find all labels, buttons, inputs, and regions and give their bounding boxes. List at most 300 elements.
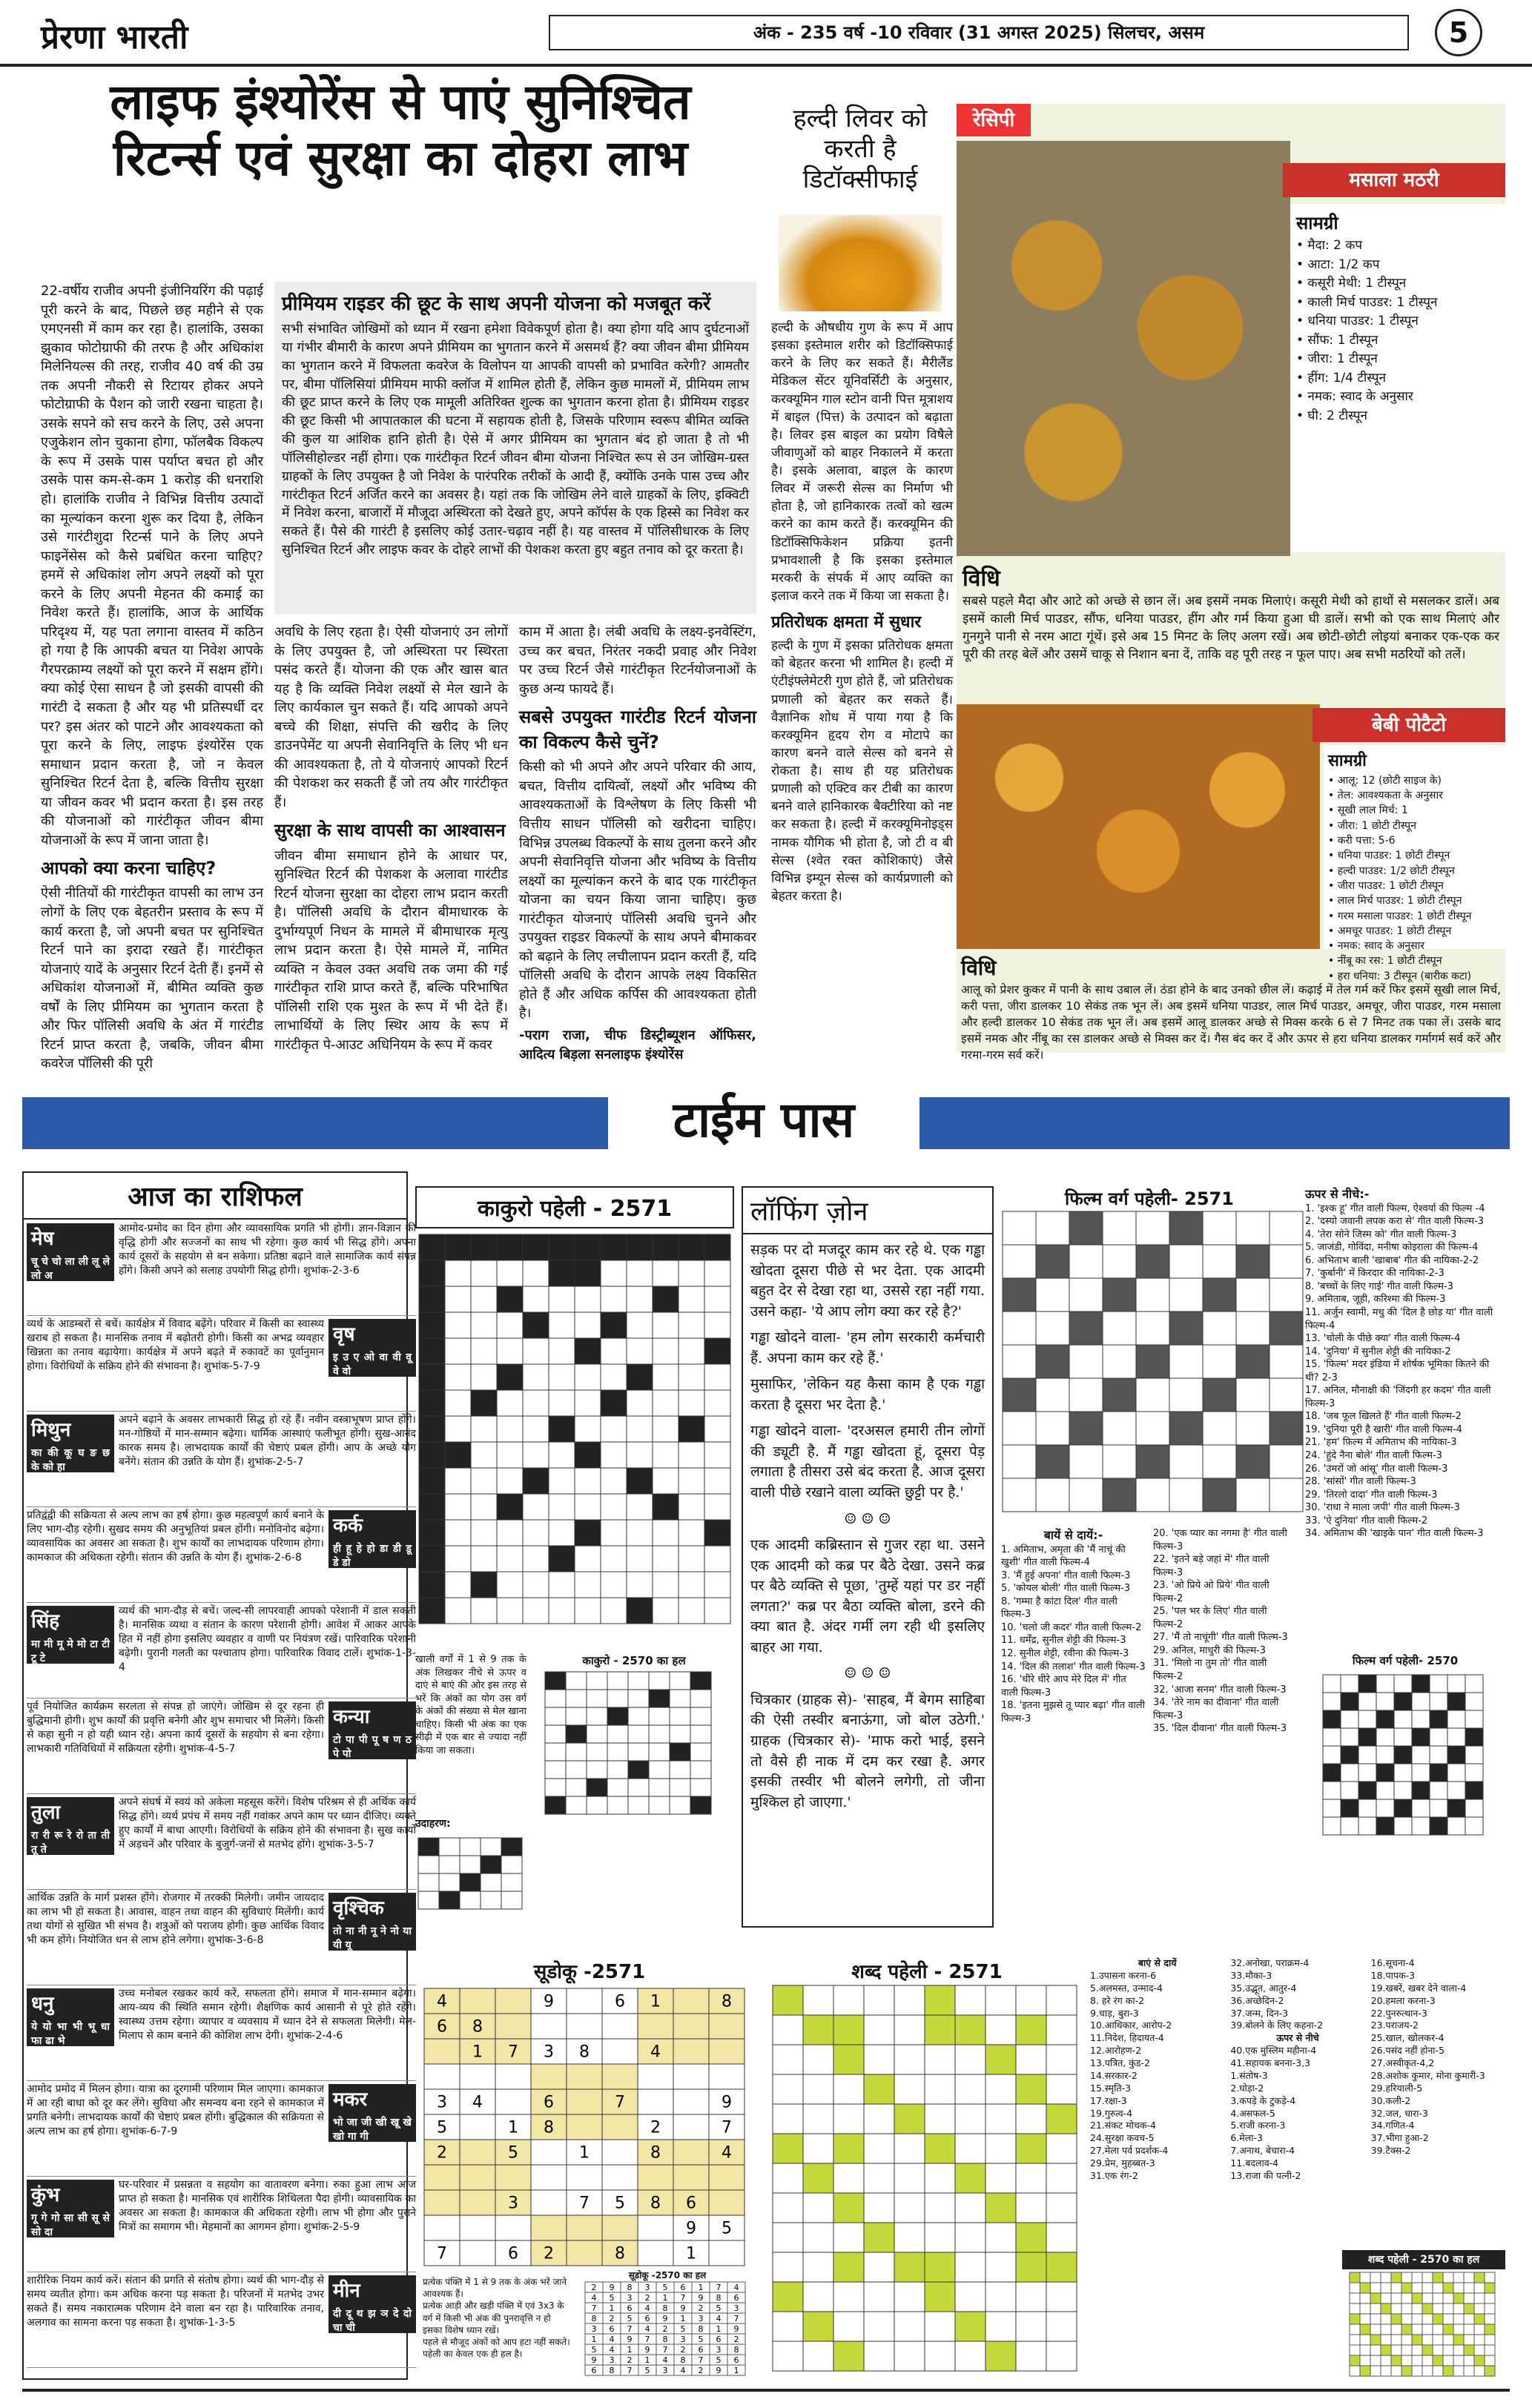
kakuro-cell[interactable]	[497, 1338, 523, 1364]
shabd-cell[interactable]	[833, 2104, 864, 2134]
kakuro-cell[interactable]	[627, 1520, 653, 1546]
kakuro-cell[interactable]	[549, 1468, 575, 1494]
shabd-cell[interactable]	[985, 2223, 1016, 2252]
kakuro-cell[interactable]	[601, 1598, 627, 1624]
shabd-cell[interactable]	[864, 2312, 894, 2341]
film-cell[interactable]	[1136, 1278, 1169, 1312]
film-cell[interactable]	[1036, 1312, 1069, 1345]
kakuro-cell[interactable]	[549, 1520, 575, 1546]
shabd-cell[interactable]	[894, 2312, 925, 2341]
kakuro-cell[interactable]	[497, 1572, 523, 1598]
kakuro-cell[interactable]	[575, 1546, 601, 1572]
shabd-cell[interactable]	[894, 2282, 925, 2312]
kakuro-cell[interactable]	[678, 1312, 704, 1338]
kakuro-cell[interactable]	[445, 1520, 471, 1546]
sudoku-cell[interactable]	[531, 2215, 567, 2240]
film-cell[interactable]	[1103, 1211, 1136, 1245]
film-cell[interactable]	[1169, 1478, 1203, 1512]
shabd-cell[interactable]	[833, 1985, 864, 2015]
film-cell[interactable]	[1069, 1278, 1103, 1312]
kakuro-cell[interactable]	[523, 1572, 549, 1598]
film-cell[interactable]	[1069, 1445, 1103, 1478]
sudoku-cell[interactable]	[673, 2064, 709, 2089]
shabd-cell[interactable]	[773, 2074, 803, 2104]
film-cell[interactable]	[1103, 1345, 1136, 1378]
sudoku-cell[interactable]	[602, 2165, 638, 2190]
shabd-cell[interactable]	[1016, 2045, 1046, 2074]
kakuro-cell[interactable]	[549, 1442, 575, 1468]
sudoku-cell[interactable]	[638, 2064, 673, 2089]
kakuro-cell[interactable]	[678, 1468, 704, 1494]
film-cell[interactable]	[1069, 1378, 1103, 1412]
kakuro-cell[interactable]	[497, 1598, 523, 1624]
kakuro-cell[interactable]	[653, 1260, 678, 1286]
kakuro-cell[interactable]	[575, 1416, 601, 1442]
film-cell[interactable]	[1269, 1345, 1303, 1378]
film-cell[interactable]	[1169, 1345, 1203, 1378]
kakuro-cell[interactable]	[704, 1416, 730, 1442]
kakuro-cell[interactable]	[445, 1390, 471, 1416]
shabd-cell[interactable]	[894, 2134, 925, 2163]
film-cell[interactable]	[1236, 1211, 1269, 1245]
kakuro-cell[interactable]	[471, 1546, 497, 1572]
kakuro-cell[interactable]	[601, 1494, 627, 1520]
sudoku-cell[interactable]	[460, 2190, 495, 2215]
sudoku-cell[interactable]	[460, 2064, 495, 2089]
shabd-cell[interactable]	[803, 2223, 833, 2252]
kakuro-cell[interactable]	[601, 1520, 627, 1546]
film-cell[interactable]	[1069, 1478, 1103, 1512]
kakuro-cell[interactable]	[445, 1494, 471, 1520]
sudoku-cell[interactable]	[638, 2240, 673, 2266]
shabd-cell[interactable]	[925, 2163, 955, 2193]
film-cell[interactable]	[1136, 1378, 1169, 1412]
kakuro-cell[interactable]	[601, 1468, 627, 1494]
kakuro-cell[interactable]	[497, 1312, 523, 1338]
kakuro-cell[interactable]	[497, 1468, 523, 1494]
shabd-cell[interactable]	[955, 2045, 985, 2074]
kakuro-cell[interactable]	[471, 1598, 497, 1624]
sudoku-cell[interactable]	[531, 2014, 567, 2039]
shabd-cell[interactable]	[894, 2163, 925, 2193]
shabd-cell[interactable]	[1046, 2341, 1077, 2371]
kakuro-cell[interactable]	[627, 1286, 653, 1312]
sudoku-cell[interactable]	[602, 2039, 638, 2064]
sudoku-cell[interactable]	[424, 2190, 460, 2215]
sudoku-cell[interactable]	[602, 2215, 638, 2240]
sudoku-cell[interactable]	[460, 2114, 495, 2140]
sudoku-cell[interactable]	[602, 2014, 638, 2039]
shabd-cell[interactable]	[1016, 2312, 1046, 2341]
shabd-cell[interactable]	[803, 1985, 833, 2015]
shabd-cell[interactable]	[864, 2134, 894, 2163]
film-cell[interactable]	[1036, 1211, 1069, 1245]
kakuro-cell[interactable]	[653, 1598, 678, 1624]
film-cell[interactable]	[1203, 1445, 1236, 1478]
shabd-cell[interactable]	[773, 2312, 803, 2341]
kakuro-cell[interactable]	[549, 1312, 575, 1338]
film-cell[interactable]	[1003, 1345, 1036, 1378]
shabd-cell[interactable]	[925, 2045, 955, 2074]
shabd-cell[interactable]	[985, 2282, 1016, 2312]
kakuro-cell[interactable]	[704, 1364, 730, 1390]
kakuro-cell[interactable]	[678, 1494, 704, 1520]
kakuro-cell[interactable]	[601, 1260, 627, 1286]
shabd-cell[interactable]	[773, 2193, 803, 2223]
kakuro-cell[interactable]	[704, 1312, 730, 1338]
kakuro-cell[interactable]	[627, 1312, 653, 1338]
sudoku-cell[interactable]	[424, 2039, 460, 2064]
kakuro-cell[interactable]	[497, 1442, 523, 1468]
shabd-cell[interactable]	[1046, 2163, 1077, 2193]
sudoku-cell[interactable]	[531, 2064, 567, 2089]
kakuro-cell[interactable]	[471, 1468, 497, 1494]
kakuro-cell[interactable]	[471, 1338, 497, 1364]
sudoku-cell[interactable]	[709, 2240, 744, 2266]
shabd-cell[interactable]	[833, 2312, 864, 2341]
kakuro-cell[interactable]	[704, 1572, 730, 1598]
shabd-cell[interactable]	[803, 2074, 833, 2104]
kakuro-cell[interactable]	[549, 1286, 575, 1312]
shabd-cell[interactable]	[985, 1985, 1016, 2015]
kakuro-cell[interactable]	[523, 1364, 549, 1390]
shabd-cell[interactable]	[803, 2193, 833, 2223]
sudoku-cell[interactable]	[602, 2140, 638, 2165]
shabd-cell[interactable]	[773, 2045, 803, 2074]
kakuro-cell[interactable]	[497, 1520, 523, 1546]
film-cell[interactable]	[1269, 1278, 1303, 1312]
sudoku-cell[interactable]	[673, 2039, 709, 2064]
shabd-cell[interactable]	[925, 2341, 955, 2371]
film-cell[interactable]	[1103, 1245, 1136, 1278]
film-cell[interactable]	[1136, 1478, 1169, 1512]
sudoku-cell[interactable]	[567, 2165, 602, 2190]
film-cell[interactable]	[1269, 1445, 1303, 1478]
film-cell[interactable]	[1203, 1312, 1236, 1345]
shabd-cell[interactable]	[864, 2104, 894, 2134]
film-cell[interactable]	[1236, 1478, 1269, 1512]
kakuro-cell[interactable]	[678, 1260, 704, 1286]
shabd-cell[interactable]	[955, 2282, 985, 2312]
kakuro-cell[interactable]	[704, 1494, 730, 1520]
kakuro-cell[interactable]	[653, 1520, 678, 1546]
sudoku-cell[interactable]	[709, 2190, 744, 2215]
shabd-cell[interactable]	[833, 2282, 864, 2312]
kakuro-cell[interactable]	[653, 1338, 678, 1364]
shabd-cell[interactable]	[955, 2252, 985, 2282]
sudoku-cell[interactable]	[495, 2014, 531, 2039]
kakuro-cell[interactable]	[653, 1364, 678, 1390]
shabd-cell[interactable]	[894, 1985, 925, 2015]
sudoku-cell[interactable]	[567, 2089, 602, 2114]
kakuro-cell[interactable]	[549, 1364, 575, 1390]
kakuro-cell[interactable]	[601, 1286, 627, 1312]
kakuro-cell[interactable]	[445, 1572, 471, 1598]
kakuro-cell[interactable]	[523, 1520, 549, 1546]
film-cell[interactable]	[1003, 1211, 1036, 1245]
shabd-cell[interactable]	[864, 2252, 894, 2282]
film-cell[interactable]	[1203, 1245, 1236, 1278]
sudoku-cell[interactable]	[673, 2089, 709, 2114]
kakuro-cell[interactable]	[704, 1390, 730, 1416]
sudoku-cell[interactable]	[531, 2140, 567, 2165]
kakuro-cell[interactable]	[445, 1416, 471, 1442]
shabd-cell[interactable]	[864, 2163, 894, 2193]
shabd-cell[interactable]	[833, 2074, 864, 2104]
shabd-cell[interactable]	[773, 2163, 803, 2193]
kakuro-cell[interactable]	[445, 1598, 471, 1624]
sudoku-cell[interactable]	[424, 2215, 460, 2240]
kakuro-cell[interactable]	[549, 1598, 575, 1624]
sudoku-cell[interactable]	[424, 2064, 460, 2089]
shabd-cell[interactable]	[1046, 2312, 1077, 2341]
kakuro-cell[interactable]	[678, 1598, 704, 1624]
kakuro-cell[interactable]	[497, 1260, 523, 1286]
kakuro-cell[interactable]	[471, 1260, 497, 1286]
film-cell[interactable]	[1069, 1245, 1103, 1278]
shabd-cell[interactable]	[1046, 2282, 1077, 2312]
film-cell[interactable]	[1103, 1445, 1136, 1478]
sudoku-cell[interactable]	[673, 2014, 709, 2039]
sudoku-cell[interactable]	[709, 2014, 744, 2039]
kakuro-cell[interactable]	[575, 1312, 601, 1338]
kakuro-cell[interactable]	[471, 1286, 497, 1312]
kakuro-cell[interactable]	[523, 1390, 549, 1416]
shabd-cell[interactable]	[985, 2252, 1016, 2282]
kakuro-cell[interactable]	[549, 1390, 575, 1416]
film-cell[interactable]	[1103, 1312, 1136, 1345]
kakuro-cell[interactable]	[678, 1390, 704, 1416]
sudoku-cell[interactable]	[638, 2165, 673, 2190]
sudoku-cell[interactable]	[567, 2014, 602, 2039]
shabd-cell[interactable]	[925, 2223, 955, 2252]
shabd-cell[interactable]	[1046, 2015, 1077, 2045]
kakuro-cell[interactable]	[497, 1546, 523, 1572]
shabd-cell[interactable]	[894, 2074, 925, 2104]
film-cell[interactable]	[1136, 1211, 1169, 1245]
film-cell[interactable]	[1236, 1412, 1269, 1445]
shabd-cell[interactable]	[985, 2074, 1016, 2104]
film-grid[interactable]	[1001, 1210, 1298, 1521]
shabd-cell[interactable]	[985, 2134, 1016, 2163]
sudoku-cell[interactable]	[495, 2215, 531, 2240]
kakuro-cell[interactable]	[704, 1260, 730, 1286]
sudoku-cell[interactable]	[602, 2114, 638, 2140]
kakuro-cell[interactable]	[445, 1312, 471, 1338]
shabd-cell[interactable]	[1016, 2104, 1046, 2134]
sudoku-cell[interactable]	[495, 2165, 531, 2190]
sudoku-cell[interactable]	[602, 2064, 638, 2089]
shabd-cell[interactable]	[925, 2312, 955, 2341]
film-cell[interactable]	[1236, 1378, 1269, 1412]
shabd-cell[interactable]	[955, 2223, 985, 2252]
shabd-cell[interactable]	[894, 2341, 925, 2371]
film-cell[interactable]	[1169, 1278, 1203, 1312]
shabd-cell[interactable]	[925, 2193, 955, 2223]
film-cell[interactable]	[1003, 1312, 1036, 1345]
film-cell[interactable]	[1036, 1478, 1069, 1512]
kakuro-cell[interactable]	[601, 1416, 627, 1442]
kakuro-cell[interactable]	[704, 1598, 730, 1624]
kakuro-cell[interactable]	[653, 1572, 678, 1598]
shabd-cell[interactable]	[803, 2252, 833, 2282]
film-cell[interactable]	[1136, 1312, 1169, 1345]
kakuro-cell[interactable]	[523, 1416, 549, 1442]
kakuro-cell[interactable]	[575, 1364, 601, 1390]
sudoku-cell[interactable]	[531, 2165, 567, 2190]
film-cell[interactable]	[1203, 1412, 1236, 1445]
sudoku-cell[interactable]	[460, 2215, 495, 2240]
shabd-cell[interactable]	[955, 2134, 985, 2163]
kakuro-cell[interactable]	[471, 1442, 497, 1468]
film-cell[interactable]	[1003, 1478, 1036, 1512]
shabd-cell[interactable]	[985, 2104, 1016, 2134]
kakuro-cell[interactable]	[523, 1598, 549, 1624]
sudoku-cell[interactable]	[424, 2165, 460, 2190]
film-cell[interactable]	[1236, 1278, 1269, 1312]
sudoku-cell[interactable]	[567, 2114, 602, 2140]
kakuro-cell[interactable]	[627, 1416, 653, 1442]
film-cell[interactable]	[1103, 1412, 1136, 1445]
sudoku-cell[interactable]	[495, 2064, 531, 2089]
sudoku-cell[interactable]	[567, 2215, 602, 2240]
shabd-cell[interactable]	[955, 2341, 985, 2371]
shabd-cell[interactable]	[894, 2223, 925, 2252]
film-cell[interactable]	[1269, 1478, 1303, 1512]
shabd-cell[interactable]	[1016, 2163, 1046, 2193]
kakuro-cell[interactable]	[678, 1286, 704, 1312]
kakuro-cell[interactable]	[523, 1286, 549, 1312]
kakuro-cell[interactable]	[601, 1546, 627, 1572]
film-cell[interactable]	[1136, 1412, 1169, 1445]
kakuro-cell[interactable]	[549, 1338, 575, 1364]
kakuro-cell[interactable]	[445, 1338, 471, 1364]
sudoku-cell[interactable]	[531, 2190, 567, 2215]
sudoku-cell[interactable]	[673, 2114, 709, 2140]
kakuro-cell[interactable]	[653, 1390, 678, 1416]
kakuro-cell[interactable]	[678, 1520, 704, 1546]
sudoku-cell[interactable]	[460, 2140, 495, 2165]
film-cell[interactable]	[1169, 1245, 1203, 1278]
kakuro-cell[interactable]	[523, 1260, 549, 1286]
shabd-cell[interactable]	[773, 2015, 803, 2045]
shabd-cell[interactable]	[864, 2045, 894, 2074]
film-cell[interactable]	[1269, 1245, 1303, 1278]
kakuro-cell[interactable]	[523, 1546, 549, 1572]
kakuro-cell[interactable]	[627, 1572, 653, 1598]
shabd-cell[interactable]	[985, 2163, 1016, 2193]
kakuro-cell[interactable]	[445, 1286, 471, 1312]
shabd-cell[interactable]	[773, 2341, 803, 2371]
film-cell[interactable]	[1169, 1445, 1203, 1478]
kakuro-cell[interactable]	[678, 1442, 704, 1468]
film-cell[interactable]	[1003, 1245, 1036, 1278]
sudoku-cell[interactable]	[495, 1988, 531, 2014]
sudoku-cell[interactable]	[709, 2165, 744, 2190]
film-cell[interactable]	[1036, 1378, 1069, 1412]
kakuro-cell[interactable]	[627, 1494, 653, 1520]
shabd-cell[interactable]	[864, 2015, 894, 2045]
film-cell[interactable]	[1036, 1412, 1069, 1445]
sudoku-cell[interactable]	[638, 2014, 673, 2039]
shabd-cell[interactable]	[864, 2193, 894, 2223]
kakuro-cell[interactable]	[497, 1390, 523, 1416]
sudoku-cell[interactable]	[567, 2064, 602, 2089]
shabd-cell[interactable]	[894, 2015, 925, 2045]
shabd-cell[interactable]	[955, 1985, 985, 2015]
film-cell[interactable]	[1003, 1445, 1036, 1478]
shabd-cell[interactable]	[803, 2045, 833, 2074]
kakuro-cell[interactable]	[523, 1494, 549, 1520]
kakuro-cell[interactable]	[549, 1572, 575, 1598]
kakuro-cell[interactable]	[678, 1572, 704, 1598]
sudoku-cell[interactable]	[495, 2089, 531, 2114]
shabd-cell[interactable]	[894, 2193, 925, 2223]
shabd-cell[interactable]	[955, 2074, 985, 2104]
kakuro-cell[interactable]	[601, 1442, 627, 1468]
film-cell[interactable]	[1169, 1378, 1203, 1412]
kakuro-cell[interactable]	[601, 1338, 627, 1364]
shabd-cell[interactable]	[925, 2074, 955, 2104]
shabd-cell[interactable]	[773, 2223, 803, 2252]
kakuro-cell[interactable]	[523, 1338, 549, 1364]
shabd-cell[interactable]	[955, 2193, 985, 2223]
shabd-cell[interactable]	[803, 2104, 833, 2134]
kakuro-cell[interactable]	[678, 1338, 704, 1364]
kakuro-cell[interactable]	[653, 1442, 678, 1468]
sudoku-cell[interactable]	[673, 2165, 709, 2190]
shabd-cell[interactable]	[1046, 1985, 1077, 2015]
kakuro-cell[interactable]	[445, 1364, 471, 1390]
kakuro-cell[interactable]	[497, 1416, 523, 1442]
shabd-cell[interactable]	[985, 2312, 1016, 2341]
kakuro-cell[interactable]	[471, 1494, 497, 1520]
shabd-cell[interactable]	[1016, 2341, 1046, 2371]
kakuro-cell[interactable]	[471, 1364, 497, 1390]
kakuro-cell[interactable]	[653, 1312, 678, 1338]
kakuro-cell[interactable]	[627, 1442, 653, 1468]
shabd-cell[interactable]	[833, 2163, 864, 2193]
kakuro-cell[interactable]	[575, 1598, 601, 1624]
kakuro-cell[interactable]	[627, 1546, 653, 1572]
shabd-cell[interactable]	[1046, 2223, 1077, 2252]
kakuro-cell[interactable]	[678, 1364, 704, 1390]
film-cell[interactable]	[1203, 1345, 1236, 1378]
kakuro-grid[interactable]	[415, 1231, 734, 1646]
kakuro-cell[interactable]	[523, 1442, 549, 1468]
sudoku-grid[interactable]	[423, 1987, 756, 2269]
film-cell[interactable]	[1269, 1211, 1303, 1245]
sudoku-cell[interactable]	[567, 2240, 602, 2266]
kakuro-cell[interactable]	[471, 1312, 497, 1338]
shabd-cell[interactable]	[1046, 2134, 1077, 2163]
kakuro-cell[interactable]	[704, 1546, 730, 1572]
sudoku-cell[interactable]	[567, 1988, 602, 2014]
shabd-cell[interactable]	[1046, 2074, 1077, 2104]
shabd-cell[interactable]	[773, 2252, 803, 2282]
sudoku-cell[interactable]	[673, 1988, 709, 2014]
sudoku-cell[interactable]	[709, 2064, 744, 2089]
kakuro-cell[interactable]	[601, 1572, 627, 1598]
shabd-grid[interactable]	[771, 1984, 1083, 2369]
kakuro-cell[interactable]	[653, 1468, 678, 1494]
kakuro-cell[interactable]	[678, 1546, 704, 1572]
kakuro-cell[interactable]	[627, 1390, 653, 1416]
sudoku-cell[interactable]	[460, 2240, 495, 2266]
kakuro-cell[interactable]	[627, 1338, 653, 1364]
shabd-cell[interactable]	[1016, 2193, 1046, 2223]
kakuro-cell[interactable]	[471, 1520, 497, 1546]
